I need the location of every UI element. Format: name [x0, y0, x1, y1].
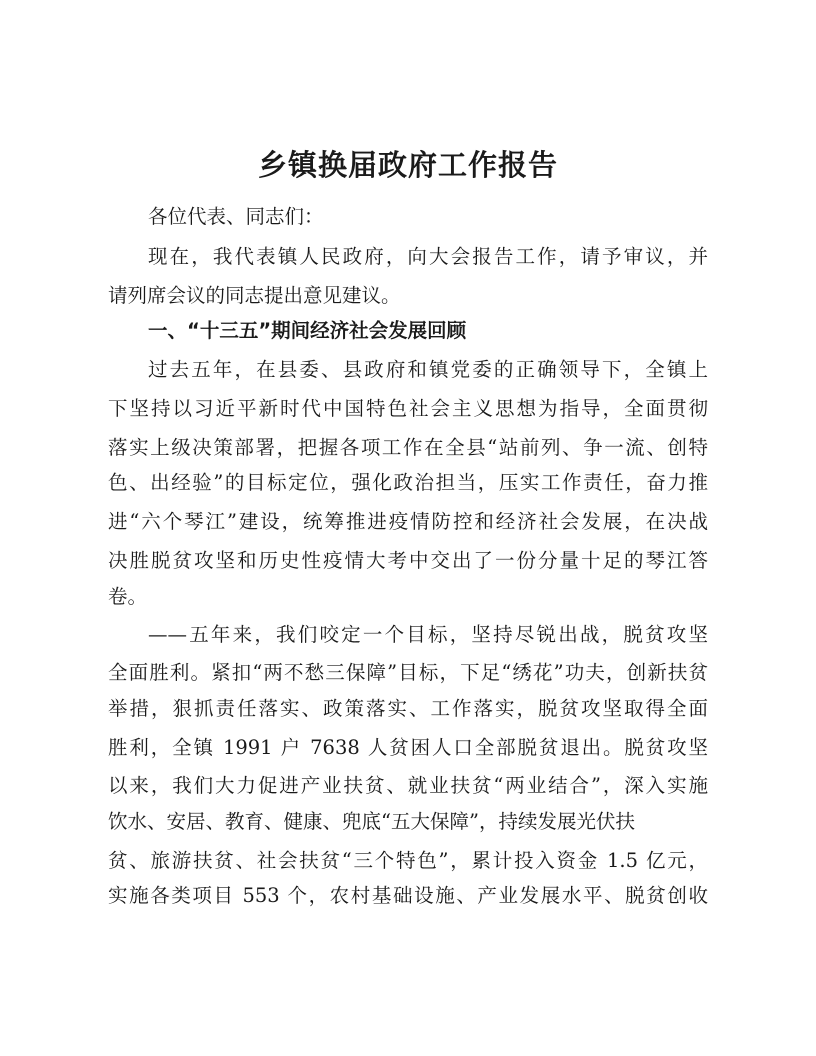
- paragraph-line: 全面胜利。紧扣“两不愁三保障”目标，下足“绣花”功夫，创新扶贫: [108, 661, 708, 684]
- paragraph-line: 下坚持以习近平新时代中国特色社会主义思想为指导，全面贯彻: [108, 397, 708, 420]
- paragraph-line: 进“六个琴江”建设，统筹推进疫情防控和经济社会发展，在决战: [108, 510, 708, 533]
- paragraph-line: 胜利，全镇 1991 户 7638 人贫困人口全部脱贫退出。脱贫攻坚: [108, 736, 708, 759]
- paragraph-line: 贫、旅游扶贫、社会扶贫“三个特色”，累计投入资金 1.5 亿元，: [108, 849, 708, 872]
- greeting-line: 各位代表、同志们：: [148, 205, 324, 228]
- paragraph-line: 举措，狠抓责任落实、政策落实、工作落实，脱贫攻坚取得全面: [108, 697, 708, 720]
- paragraph-line: ——五年来，我们咬定一个目标，坚持尽锐出战，脱贫攻坚: [148, 623, 708, 646]
- paragraph-line: 落实上级决策部署，把握各项工作在全县“站前列、争一流、创特: [108, 436, 708, 459]
- paragraph-line: 请列席会议的同志提出意见建议。: [108, 284, 401, 307]
- paragraph-line: 实施各类项目 553 个，农村基础设施、产业发展水平、脱贫创收: [108, 884, 708, 907]
- document-title: 乡镇换届政府工作报告: [257, 148, 558, 182]
- paragraph-line: 色、出经验”的目标定位，强化政治担当，压实工作责任，奋力推: [108, 471, 708, 494]
- paragraph-line: 决胜脱贫攻坚和历史性疫情大考中交出了一份分量十足的琴江答: [108, 549, 708, 572]
- paragraph-line: 卷。: [108, 585, 148, 608]
- paragraph-line: 饮水、安居、教育、健康、兜底“五大保障”，持续发展光伏扶: [108, 810, 635, 833]
- paragraph-line: 以来，我们大力促进产业扶贫、就业扶贫“两业结合”，深入实施: [108, 774, 708, 797]
- paragraph-line: 现在，我代表镇人民政府，向大会报告工作，请予审议，并: [148, 245, 708, 268]
- section-heading: 一、“十三五”期间经济社会发展回顾: [148, 319, 467, 342]
- paragraph-line: 过去五年，在县委、县政府和镇党委的正确领导下，全镇上: [148, 358, 708, 381]
